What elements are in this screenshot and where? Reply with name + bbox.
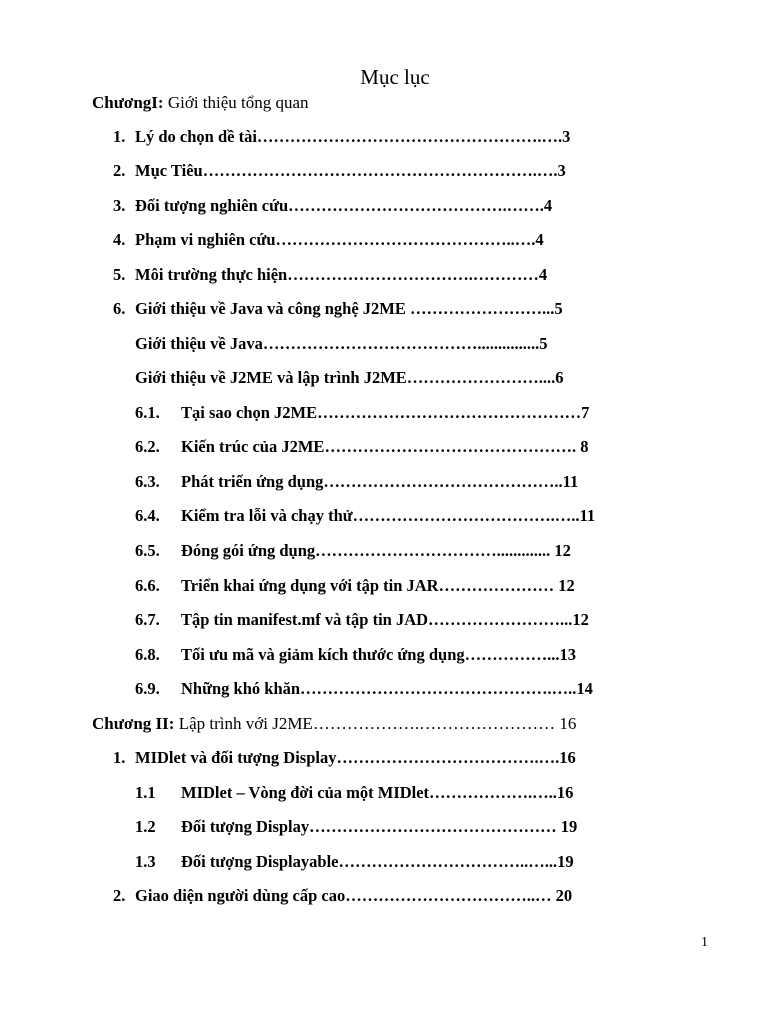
toc-entry-2[interactable] — [113, 160, 566, 182]
chapter-label: Chương II: — [92, 714, 175, 733]
toc-entry-6-8[interactable] — [135, 644, 576, 666]
entry-number: 4. — [113, 230, 126, 249]
entry-text: Phát triển ứng dụng……………………………………..11 — [181, 472, 579, 491]
page-number: 1 — [701, 935, 708, 950]
entry-number: 5. — [113, 265, 126, 284]
entry-number: 6.3. — [135, 472, 160, 491]
entry-text: Đối tượng Display……………………………………… 19 — [181, 817, 578, 836]
entry-number: 6.5. — [135, 541, 160, 560]
entry-text: Giao diện người dùng cấp cao……………………………..… 20 — [135, 886, 573, 905]
entry-number: 1.2 — [135, 817, 156, 836]
page-title: Mục lục — [360, 65, 430, 89]
entry-text: MIDlet – Vòng đời của một MIDlet……………….…..16 — [181, 783, 574, 802]
toc-entry-6-9[interactable] — [135, 678, 593, 700]
chapter-label: ChươngI: — [92, 93, 164, 112]
entry-number: 6.8. — [135, 645, 160, 664]
entry-number: 6.7. — [135, 610, 160, 629]
toc-entry-1-1[interactable] — [135, 782, 573, 804]
toc-entry-6-3[interactable] — [135, 471, 578, 493]
entry-text: Kiểm tra lỗi và chạy thử……………………………….…..11 — [181, 506, 596, 525]
entry-number: 1. — [113, 748, 126, 767]
toc-entry-1-2[interactable] — [135, 816, 577, 838]
toc-subentry-j2me[interactable] — [135, 367, 564, 389]
toc-entry-6-6[interactable] — [135, 575, 575, 597]
entry-text: Đối tượng Displayable……………………………..…...19 — [181, 852, 574, 871]
entry-number: 6. — [113, 299, 126, 318]
entry-text: Đối tượng nghiên cứu………………………………….…….4 — [135, 196, 553, 215]
toc-entry-1[interactable] — [113, 126, 570, 148]
entry-text: Giới thiệu về Java…………………………………...............5 — [135, 334, 548, 353]
toc-entry-ch2-1[interactable] — [113, 747, 576, 769]
chapter-2-heading[interactable] — [92, 713, 576, 735]
toc-entry-ch2-2[interactable] — [113, 885, 572, 907]
entry-number: 1.3 — [135, 852, 156, 871]
entry-number: 1. — [113, 127, 126, 146]
entry-number: 6.6. — [135, 576, 160, 595]
entry-text: Phạm vi nghiên cứu……………………………………..….4 — [135, 230, 544, 249]
entry-text: MIDlet và đối tượng Display……………………………….….16 — [135, 748, 576, 767]
entry-text: Triển khai ứng dụng với tập tin JAR………………… 12 — [181, 576, 575, 595]
entry-number: 3. — [113, 196, 126, 215]
toc-entry-1-3[interactable] — [135, 851, 574, 873]
toc-entry-6[interactable] — [113, 298, 563, 320]
entry-text: Tập tin manifest.mf và tập tin JAD……………………...12 — [181, 610, 589, 629]
toc-entry-6-1[interactable] — [135, 402, 589, 424]
entry-number: 6.2. — [135, 437, 160, 456]
entry-text: Mục Tiêu…………………………………………………….….3 — [135, 161, 566, 180]
toc-entry-5[interactable] — [113, 264, 547, 286]
toc-entry-6-4[interactable] — [135, 505, 595, 527]
toc-subentry-java[interactable] — [135, 333, 547, 355]
toc-entry-6-7[interactable] — [135, 609, 589, 631]
entry-text: Kiến trúc của J2ME………………………………………. 8 — [181, 437, 589, 456]
entry-text: Đóng gói ứng dụng……………………………............. 12 — [181, 541, 571, 560]
entry-text: Giới thiệu về Java và công nghệ J2ME ……………………...5 — [135, 299, 563, 318]
entry-text: Giới thiệu về J2ME và lập trình J2ME……………………....6 — [135, 368, 564, 387]
entry-text: Tại sao chọn J2ME…………………………………………7 — [181, 403, 590, 422]
entry-number: 6.1. — [135, 403, 160, 422]
entry-number: 6.4. — [135, 506, 160, 525]
toc-entry-3[interactable] — [113, 195, 552, 217]
entry-text: Môi trường thực hiện…………………………….…………4 — [135, 265, 548, 284]
entry-text: Lý do chọn dề tài…………………………………………….….3 — [135, 127, 571, 146]
entry-number: 2. — [113, 161, 126, 180]
entry-number: 2. — [113, 886, 126, 905]
toc-entry-6-5[interactable] — [135, 540, 571, 562]
toc-entry-4[interactable] — [113, 229, 544, 251]
chapter-name: Giới thiệu tổng quan — [163, 93, 309, 112]
chapter-name: Lập trình với J2ME……………….…………………… 16 — [174, 714, 577, 733]
entry-number: 6.9. — [135, 679, 160, 698]
entry-text: Những khó khăn……………………………………….…..14 — [181, 679, 593, 698]
chapter-1-heading[interactable] — [92, 92, 309, 114]
toc-entry-6-2[interactable] — [135, 436, 588, 458]
entry-number: 1.1 — [135, 783, 156, 802]
entry-text: Tối ưu mã và giảm kích thước ứng dụng……………...13 — [181, 645, 577, 664]
